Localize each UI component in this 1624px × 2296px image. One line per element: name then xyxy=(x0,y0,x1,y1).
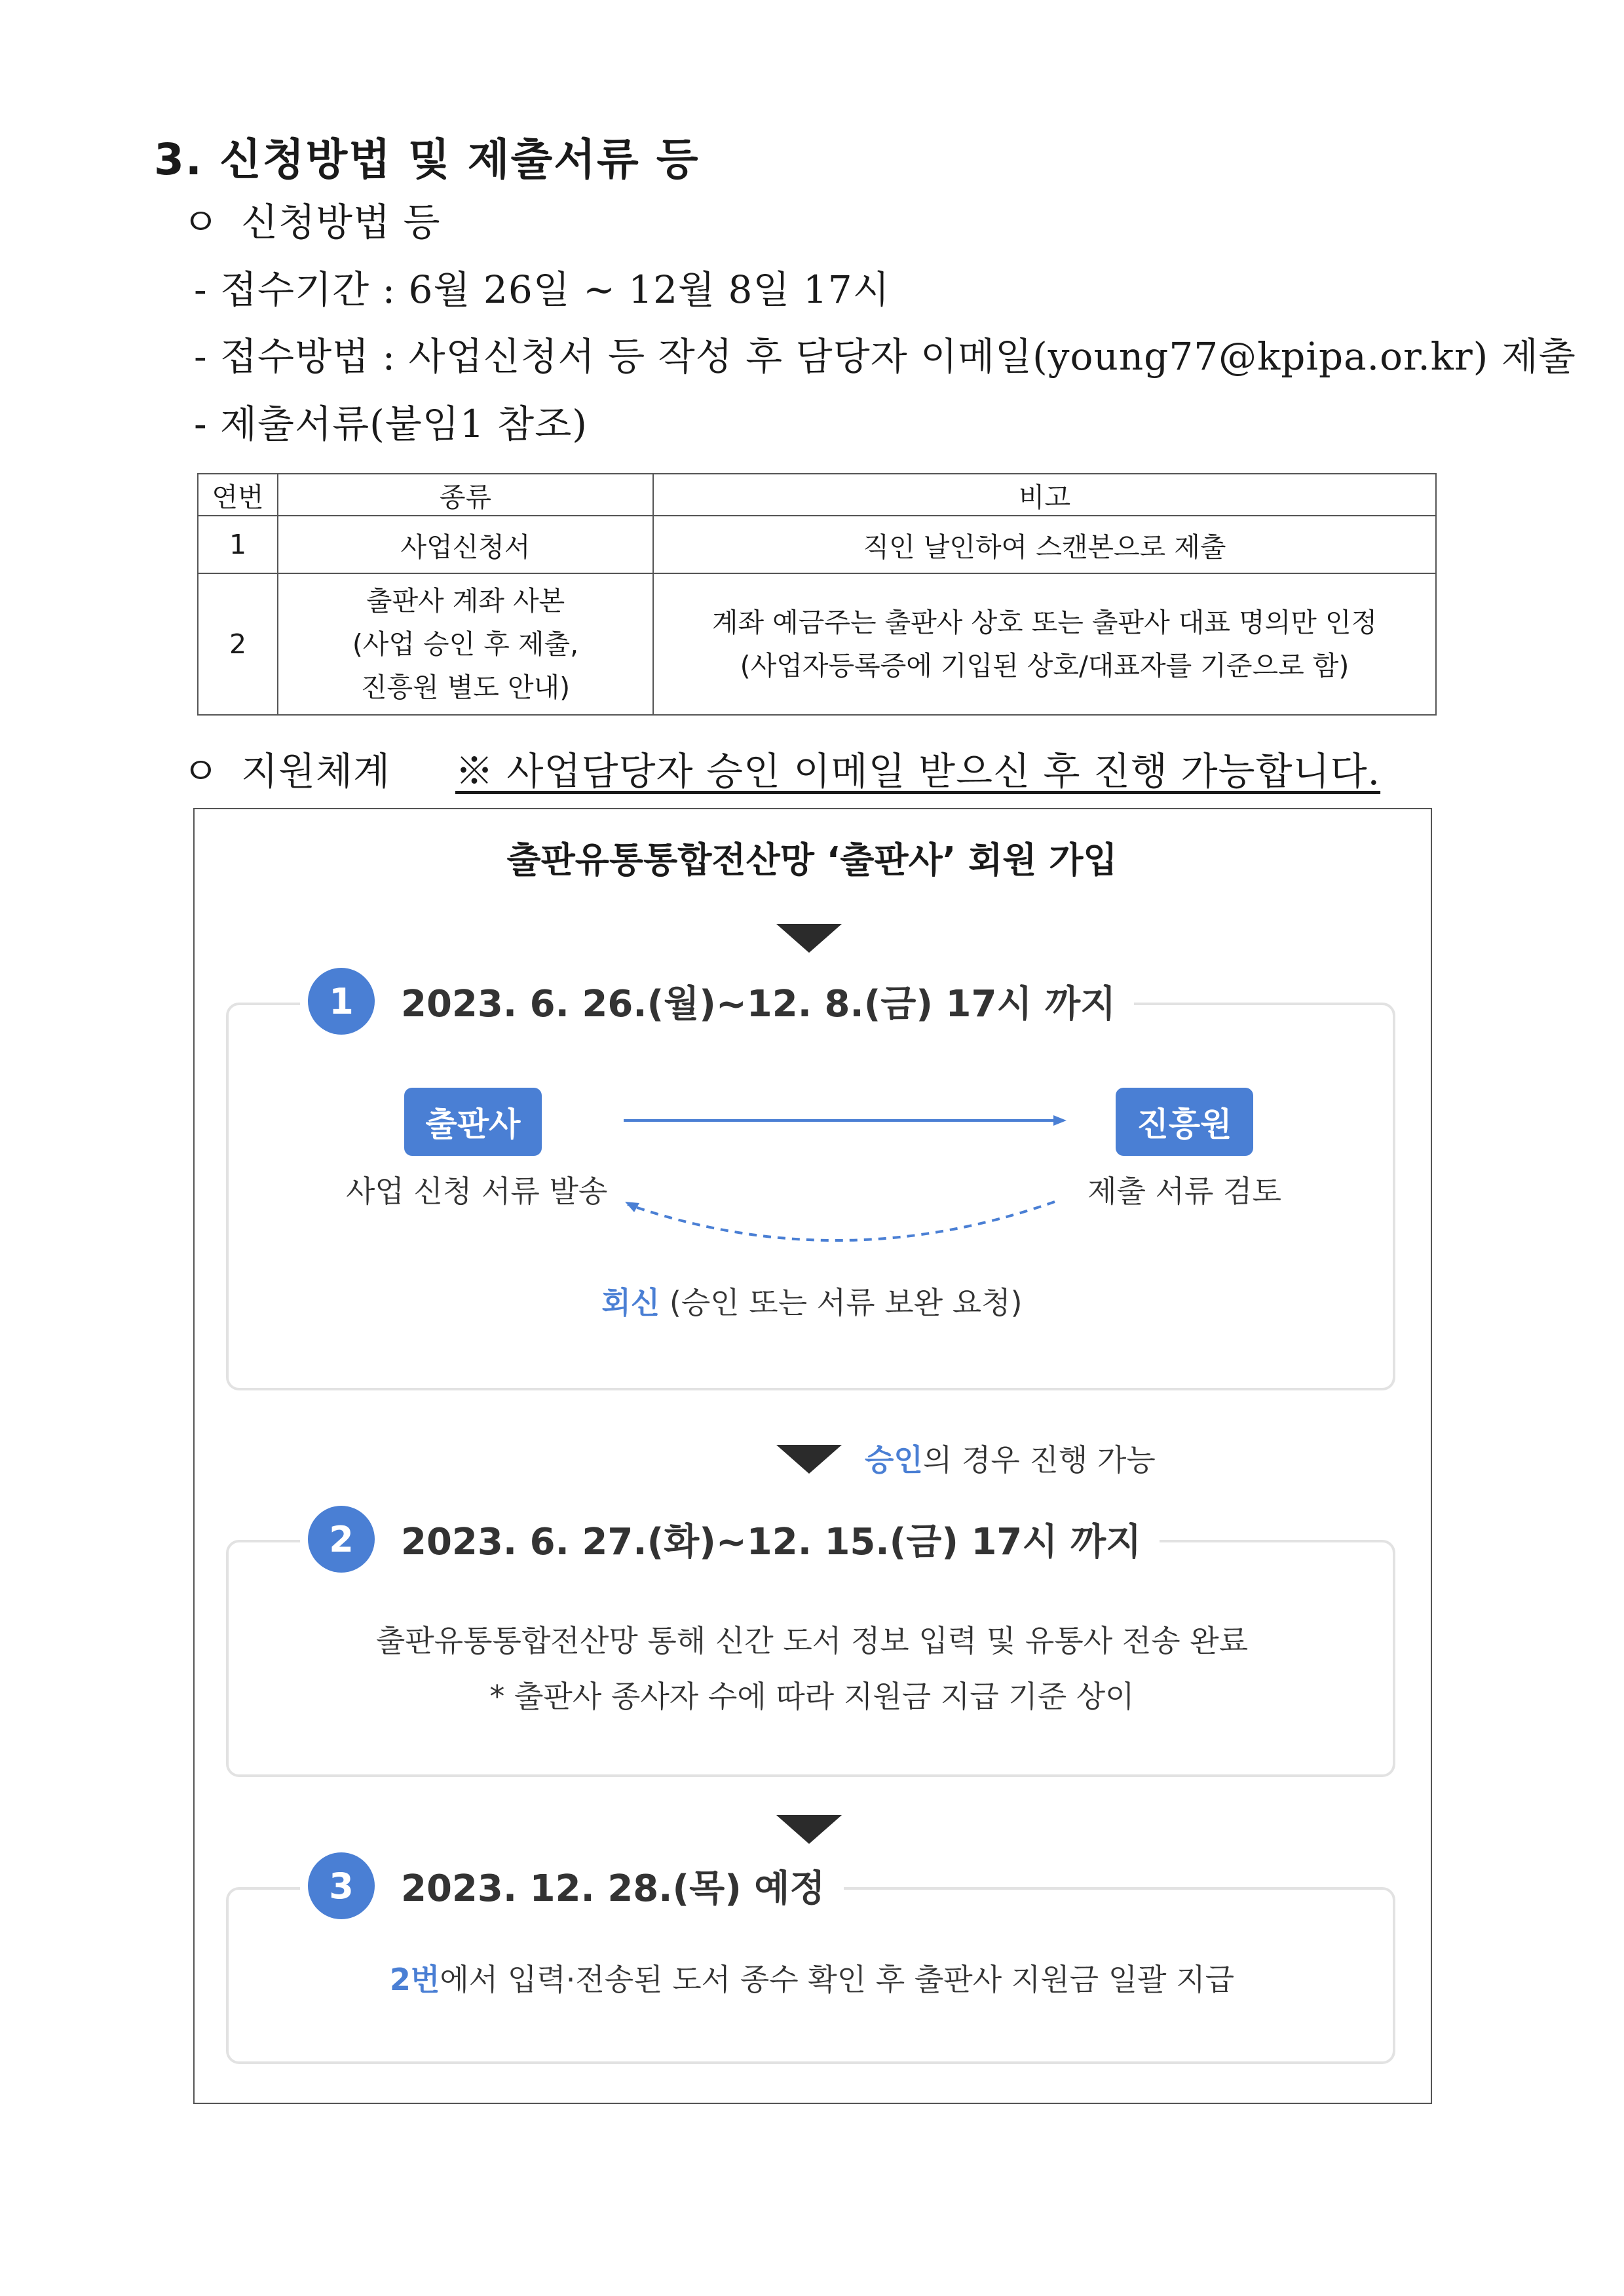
row-no: 1 xyxy=(198,516,278,573)
col-header-note: 비고 xyxy=(653,474,1436,516)
support-notice: ※ 사업담당자 승인 이메일 받으신 후 진행 가능합니다. xyxy=(455,749,1381,794)
table-row xyxy=(198,573,1436,715)
step-2-line-1: 출판유통통합전산망 통해 신간 도서 정보 입력 및 유통사 전송 완료 xyxy=(375,1623,1249,1658)
publisher-caption: 사업 신청 서류 발송 xyxy=(346,1174,608,1209)
step-1-number-badge: 1 xyxy=(308,968,375,1035)
down-arrow-icon xyxy=(776,1815,842,1844)
row-no: 2 xyxy=(198,573,278,715)
flow-title xyxy=(0,832,1624,883)
step-2-date: 2023. 6. 27.(화)~12. 15.(금) 17시 까지 xyxy=(401,1521,1142,1563)
row-type xyxy=(278,573,653,715)
table-header-row xyxy=(198,474,1436,516)
flow-title-post: 회원 가입 xyxy=(956,839,1118,881)
step-1-date: 2023. 6. 26.(월)~12. 8.(금) 17시 까지 xyxy=(401,983,1116,1025)
reply-detail: (승인 또는 서류 보완 요청) xyxy=(660,1285,1023,1320)
section-title: 3. 신청방법 및 제출서류 등 xyxy=(154,134,700,185)
row-type-line: 진흥원 별도 안내) xyxy=(360,672,571,703)
down-arrow-icon xyxy=(776,1445,842,1474)
step-2-line-2: * 출판사 종사자 수에 따라 지원금 지급 기준 상이 xyxy=(489,1679,1135,1714)
bullet-circle-icon: ㅇ xyxy=(182,749,220,794)
flow-title-pre: 출판유통통합전산망 xyxy=(506,839,827,881)
bullet-circle-icon: ㅇ xyxy=(182,200,220,244)
col-header-no: 연번 xyxy=(198,474,278,516)
publisher-chip: 출판사 xyxy=(404,1088,542,1156)
send-arrow-icon xyxy=(616,1107,1074,1134)
row-note-line: 계좌 예금주는 출판사 상호 또는 출판사 대표 명의만 인정 xyxy=(711,607,1378,638)
step-3-header xyxy=(300,1850,844,1922)
row-note: 직인 날인하여 스캔본으로 제출 xyxy=(653,516,1436,573)
approval-label: 승인 xyxy=(865,1442,923,1478)
flow-title-bold: ‘출판사’ xyxy=(826,839,956,881)
agency-caption: 제출 서류 검토 xyxy=(1087,1174,1281,1209)
row-note xyxy=(653,573,1436,715)
reply-text xyxy=(0,1279,1624,1322)
row-type-line: (사업 승인 후 제출, xyxy=(352,628,579,660)
step-3-detail: 에서 입력·전송된 도서 종수 확인 후 출판사 지원금 일괄 지급 xyxy=(440,1962,1235,1997)
approval-detail: 의 경우 진행 가능 xyxy=(922,1442,1156,1478)
step-3-ref: 2번 xyxy=(389,1962,440,1997)
documents-table xyxy=(197,473,1437,716)
step-3-number-badge: 3 xyxy=(308,1852,375,1919)
down-arrow-icon xyxy=(776,924,842,953)
step-3-text xyxy=(0,1956,1624,1999)
col-header-type: 종류 xyxy=(278,474,653,516)
table-row xyxy=(198,516,1436,573)
step-2-header xyxy=(300,1503,1160,1575)
apply-heading-line xyxy=(182,191,441,246)
row-type-line: 출판사 계좌 사본 xyxy=(366,585,565,617)
support-heading: 지원체계 xyxy=(241,749,391,794)
reply-arrow-icon xyxy=(616,1193,1074,1265)
apply-method: - 접수방법 : 사업신청서 등 작성 후 담당자 이메일(young77@kpipa.or.kr) 제출 xyxy=(194,334,1576,379)
row-type: 사업신청서 xyxy=(278,516,653,573)
apply-period: - 접수기간 : 6월 26일 ~ 12월 8일 17시 xyxy=(194,267,890,312)
approval-note xyxy=(865,1436,1156,1480)
row-note-line: (사업자등록증에 기입된 상호/대표자를 기준으로 함) xyxy=(740,650,1350,681)
step-1-header xyxy=(300,965,1134,1037)
apply-heading: 신청방법 등 xyxy=(241,200,441,244)
support-heading-line xyxy=(182,740,1380,795)
step-3-date: 2023. 12. 28.(목) 예정 xyxy=(401,1867,825,1910)
step-2-number-badge: 2 xyxy=(308,1506,375,1573)
apply-docs: - 제출서류(붙임1 참조) xyxy=(194,402,588,446)
agency-chip: 진흥원 xyxy=(1116,1088,1253,1156)
reply-label: 회신 xyxy=(601,1285,660,1320)
